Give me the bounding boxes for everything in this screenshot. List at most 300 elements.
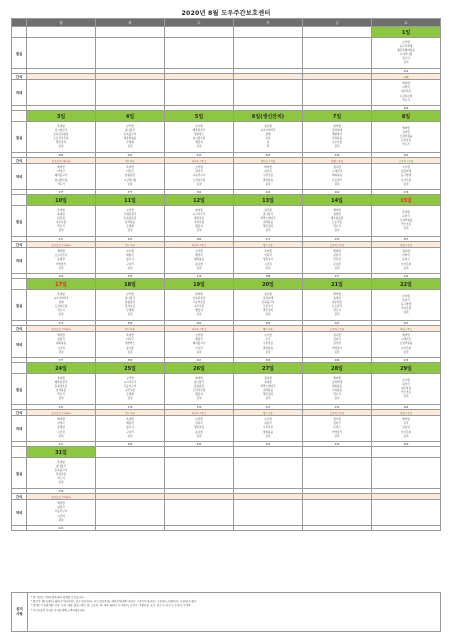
menu-item: 고등어구이 <box>54 510 68 514</box>
menu-item: 북어국 <box>402 214 410 218</box>
date-cell <box>234 27 303 38</box>
menu-item: 백미밥 <box>333 250 341 254</box>
kcal-cell <box>303 526 372 531</box>
menu-item: 김치 <box>196 229 202 233</box>
menu-item: 흑미밥 <box>126 334 134 338</box>
menu-item: 깍두기 <box>402 98 410 102</box>
menu-item: 가지나물 <box>400 307 412 311</box>
notice-label-line: 공지 <box>16 607 23 611</box>
menu-item: 수수밥 <box>402 378 410 382</box>
kcal-cell: 445 <box>96 442 165 447</box>
lunch-label: 점심 <box>12 206 27 237</box>
kcal-cell: 443 <box>165 442 234 447</box>
menu-item: 북어국 <box>402 382 410 386</box>
menu-item: 백미밥 <box>402 418 410 422</box>
menu-item: 깻잎지 <box>195 141 203 145</box>
menu-item: 무나물 <box>333 262 341 266</box>
kcal-cell: 427 <box>234 405 303 410</box>
menu-item: 배추국 <box>195 254 203 258</box>
menu-item: 어묵볶음 <box>331 389 343 392</box>
menu-item: 제육볶음 <box>331 384 343 388</box>
weekday-header: 금 <box>303 19 372 27</box>
menu-item: 김치 <box>196 350 202 354</box>
dinner-menu-cell <box>372 332 441 358</box>
menu-item: 오이무침 <box>400 262 412 266</box>
kcal-cell: 443 <box>372 274 441 279</box>
menu-item: 연근조림 <box>400 223 412 227</box>
menu-item: 고등어조림 <box>192 300 206 304</box>
menu-item: 흑미밥 <box>57 124 65 128</box>
menu-item: 무국 <box>265 338 271 342</box>
menu-item: 김치 <box>127 397 133 401</box>
lunch-menu-cell <box>303 290 372 321</box>
lunch-menu-cell <box>303 122 372 153</box>
menu-item: 김치찌개 <box>331 380 343 384</box>
menu-item: 수수밥 <box>264 418 272 422</box>
menu-item: 보리밥 <box>126 124 134 128</box>
menu-item: 닭강정 <box>57 216 65 220</box>
menu-item: 깻잎지 <box>195 393 203 397</box>
dinner-label: 저녁 <box>12 416 27 442</box>
kcal-cell: 379 <box>96 274 165 279</box>
menu-item: 보리밥 <box>126 376 134 380</box>
menu-item: 김치 <box>334 350 340 354</box>
menu-item: 어묵국 <box>126 338 134 342</box>
dinner-menu-cell <box>234 332 303 358</box>
menu-item: 쇠고기무국 <box>123 380 137 384</box>
menu-item: 잡곡밥 <box>264 124 272 128</box>
date-cell <box>96 27 165 38</box>
menu-item: 돼지불고기 <box>54 174 68 178</box>
menu-item: 보리밥 <box>195 166 203 170</box>
kcal-cell: 406 <box>303 358 372 363</box>
dinner-menu-cell <box>303 248 372 274</box>
menu-item: 된장국 <box>333 254 341 258</box>
kcal-cell <box>234 526 303 531</box>
date-cell: 26일 <box>165 363 234 374</box>
menu-item: 된장국 <box>57 338 65 342</box>
menu-item: 브로콜리 <box>331 178 343 182</box>
menu-item: 두부조림 <box>262 174 274 178</box>
menu-item: 김치 <box>58 313 64 317</box>
dinner-row <box>12 80 441 106</box>
kcal-cell: 402 <box>96 153 165 158</box>
kcal-cell: 443 <box>234 190 303 195</box>
kcal-cell: 430 <box>234 358 303 363</box>
menu-item: 김치 <box>403 311 409 315</box>
dinner-row <box>12 332 441 358</box>
date-cell: 5일 <box>165 111 234 122</box>
dinner-menu-cell <box>165 80 234 106</box>
menu-item: 김치 <box>403 395 409 399</box>
menu-item: 보리밥 <box>126 208 134 212</box>
menu-item: 잡곡밥 <box>264 376 272 380</box>
lunch-menu-cell <box>165 38 234 69</box>
weekday-header: 월 <box>27 19 96 27</box>
menu-item: 잡채 <box>265 132 271 136</box>
date-cell <box>303 447 372 458</box>
row-label-blank <box>12 447 27 458</box>
notice-line: * 위 식단은 시장사정에 따라 변경될 수 있습니다. <box>31 596 85 599</box>
menu-item: 함박스테이크 <box>260 384 276 388</box>
snack-cell: 떡 / 우유 <box>96 242 165 248</box>
menu-item: 고사리 <box>195 346 203 350</box>
menu-item: 김치 <box>334 182 340 186</box>
menu-item: 생선까스 <box>124 342 136 346</box>
dinner-label: 저녁 <box>12 80 27 106</box>
snack-cell: 옥수수 / 주스 <box>165 158 234 164</box>
kcal-cell: 647 <box>234 153 303 158</box>
menu-item: 김치 <box>265 229 271 233</box>
menu-item: 잡곡밥 <box>264 208 272 212</box>
dinner-label: 저녁 <box>12 164 27 190</box>
menu-item: 생선까스 <box>193 132 205 136</box>
menu-item: 깍두기 <box>57 225 65 229</box>
menu-item: 미역줄기 <box>55 262 67 266</box>
snack-cell: 고구마 / 두유 <box>303 410 372 416</box>
menu-item: 계란국 <box>195 338 203 342</box>
menu-item: 제육볶음 <box>55 342 67 346</box>
lunch-row <box>12 206 441 237</box>
menu-item: 잡곡밥 <box>402 250 410 254</box>
menu-item: 무생채 <box>126 225 134 229</box>
menu-item: 감자국 <box>333 338 341 342</box>
menu-item: 감자볶음 <box>124 221 136 224</box>
dinner-menu-cell <box>234 416 303 442</box>
lunch-menu-cell <box>27 206 96 237</box>
kcal-cell: 479 <box>96 405 165 410</box>
menu-item: 백미밥 <box>333 208 341 212</box>
kcal-cell: 460 <box>372 442 441 447</box>
menu-item: 김치 <box>265 397 271 401</box>
menu-item: 어묵국 <box>195 422 203 426</box>
menu-item: 새우튀김 <box>331 300 343 304</box>
menu-item: 김치 <box>196 434 202 438</box>
kcal-cell: 484 <box>165 237 234 242</box>
notice-box <box>11 592 441 632</box>
menu-item: 김치 <box>58 229 64 233</box>
menu-item: 제육볶음 <box>331 174 343 178</box>
snack-cell: 케이크 / 과일 <box>234 158 303 164</box>
lunch-label: 점심 <box>12 122 27 153</box>
menu-item: 김치 <box>58 145 64 149</box>
kcal-cell: 434 <box>303 405 372 410</box>
snack-cell: 과일 / 주스 <box>372 326 441 332</box>
snack-cell: 고구마 / 두유 <box>372 158 441 164</box>
dinner-kcal-row <box>12 526 441 531</box>
menu-item: 동그랑땡 <box>400 174 412 178</box>
menu-item: 콩나물국 <box>262 212 274 216</box>
menu-item: 미역줄기 <box>331 430 343 434</box>
menu-item: 김치 <box>403 266 409 270</box>
menu-item: 닭조림 <box>333 258 341 262</box>
snack-cell: 빵 / 우유 <box>234 326 303 332</box>
menu-item: 돈육불고기 <box>54 468 68 472</box>
menu-item: 미역국 <box>402 254 410 258</box>
menu-item: 생선구이 <box>262 258 274 262</box>
date-cell: 3일 <box>27 111 96 122</box>
page-title: 2020년 8월 도우주간보호센터 <box>181 10 271 17</box>
menu-item: 미역국 <box>57 170 65 174</box>
lunch-label: 점심 <box>12 374 27 405</box>
menu-item: 미역국 <box>402 86 410 90</box>
lunch-menu-cell <box>303 206 372 237</box>
menu-item: 김치 <box>127 434 133 438</box>
snack-cell: 빵 / 우유 <box>234 410 303 416</box>
lunch-menu-cell <box>234 374 303 405</box>
date-cell <box>372 447 441 458</box>
menu-item: 김치 <box>403 350 409 354</box>
menu-item: 두부구이 <box>262 305 274 308</box>
weekday-header: 수 <box>165 19 234 27</box>
kcal-cell: 453 <box>96 237 165 242</box>
menu-item: 고사리나물 <box>399 53 413 56</box>
snack-cell: 과일 / 우유 <box>372 410 441 416</box>
menu-item: 생선조림 <box>193 426 205 430</box>
menu-item: 열무김치 <box>55 141 67 145</box>
menu-item: 육개장 <box>57 212 65 216</box>
lunch-menu-cell <box>372 38 441 69</box>
menu-item: 도라지무침 <box>54 305 68 308</box>
menu-item: 숙주나물 <box>124 389 136 392</box>
snack-cell: 과일 / 우유 <box>372 242 441 248</box>
menu-item: 김치 <box>265 350 271 354</box>
menu-item: 미역국 <box>57 422 65 426</box>
menu-item: 백미밥 <box>57 250 65 254</box>
snack-cell: 요구르트 / 바나나 <box>27 326 96 332</box>
dinner-menu-cell <box>303 80 372 106</box>
menu-item: 시래기국 <box>331 170 343 174</box>
row-label-blank <box>12 363 27 374</box>
dinner-menu-cell <box>303 500 372 526</box>
menu-item: 감자탕 <box>402 130 410 134</box>
menu-item: 콩나물국 <box>193 380 205 384</box>
date-cell: 24일 <box>27 363 96 374</box>
menu-item: 콩나물 <box>195 430 203 434</box>
menu-item: 수수밥 <box>126 250 134 254</box>
kcal-cell: 462 <box>303 190 372 195</box>
kcal-cell: 467 <box>303 321 372 326</box>
date-cell <box>303 27 372 38</box>
menu-item: 흑미밥 <box>126 418 134 422</box>
snack-cell: 요구르트 / 바나나 <box>27 242 96 248</box>
kcal-cell <box>372 526 441 531</box>
menu-item: 북어국 <box>402 298 410 302</box>
kcal-cell: 476 <box>372 190 441 195</box>
menu-item: 근대된장국 <box>123 212 137 216</box>
lunch-menu-cell <box>372 374 441 405</box>
menu-item: 동태전 <box>57 426 65 430</box>
dinner-menu-cell <box>234 248 303 274</box>
notice-line: * 알레르기 유발식품: 난류, 우유, 메밀, 땅콩, 대두, 밀, 고등어, 게, 새우, 돼지고기, 복숭아, 토마토, 아황산류, 호두, 닭고기, 쇠고기, 오징어, 조개류 <box>31 604 191 608</box>
menu-item: 닭조림 <box>402 426 410 430</box>
menu-item: 김치 <box>196 145 202 149</box>
menu-item: 수수밥 <box>264 334 272 338</box>
weekday-header: 목 <box>234 19 303 27</box>
menu-item: 새우튀김 <box>400 90 412 94</box>
date-cell: 20일 <box>234 279 303 290</box>
dinner-row <box>12 500 441 526</box>
menu-item: 흑미밥 <box>126 166 134 170</box>
kcal-cell: 433 <box>303 237 372 242</box>
kcal-cell: 484 <box>27 153 96 158</box>
date-cell: 25일 <box>96 363 165 374</box>
snack-cell: 떡 / 우유 <box>96 410 165 416</box>
menu-item: 고등어구이 <box>123 384 137 388</box>
date-row <box>12 111 441 122</box>
menu-item: 김치 <box>265 182 271 186</box>
menu-item: 돈육불고기 <box>261 300 275 304</box>
menu-item: 흑미밥 <box>57 460 65 464</box>
menu-item: 쇠고기미역국 <box>260 128 276 132</box>
dinner-row <box>12 248 441 274</box>
dinner-menu-cell <box>96 416 165 442</box>
menu-item: 함박스테이크 <box>260 216 276 220</box>
menu-item: 잡곡밥 <box>333 418 341 422</box>
menu-item: 김치찌개 <box>331 128 343 132</box>
lunch-menu-cell <box>234 38 303 69</box>
menu-item: 무생채 <box>126 141 134 145</box>
menu-item: 깻잎지 <box>195 309 203 313</box>
kcal-cell: 417 <box>27 237 96 242</box>
dinner-menu-cell <box>165 248 234 274</box>
kcal-cell: 417 <box>27 442 96 447</box>
menu-item: 잡곡밥 <box>333 334 341 338</box>
menu-item: 김치 <box>196 397 202 401</box>
date-cell: 12일 <box>165 195 234 206</box>
kcal-cell: 335 <box>165 405 234 410</box>
menu-item: 무국 <box>403 422 409 426</box>
menu-item: 김치 <box>58 397 64 401</box>
menu-item: 깍두기 <box>57 393 65 397</box>
dinner-menu-cell <box>27 248 96 274</box>
lunch-menu-cell <box>372 206 441 237</box>
kcal-cell: 467 <box>372 321 441 326</box>
menu-item: 백미밥 <box>333 376 341 380</box>
notice-line: * 원산지: 쌀(국내산), 돼지고기(국내산), 닭고기(국내산), 쇠고기(호주산), 배추김치(배추:국내산, 고춧가루:중국산), 고등어(노르웨이산), 오징어(국내산) <box>31 600 197 604</box>
dinner-menu-cell <box>372 80 441 106</box>
kcal-cell: 428 <box>303 153 372 158</box>
dinner-menu-cell <box>234 80 303 106</box>
menu-item: 백미밥 <box>402 126 410 130</box>
menu-item: 불고기 <box>126 426 134 430</box>
menu-item: 김치 <box>127 350 133 354</box>
dinner-menu-cell <box>27 416 96 442</box>
notice-text <box>31 596 436 613</box>
dinner-label: 저녁 <box>12 248 27 274</box>
menu-item: 돈육불고기 <box>123 132 137 136</box>
menu-item: 김치 <box>403 182 409 186</box>
dinner-menu-cell <box>165 332 234 358</box>
menu-item: 깍두기 <box>402 143 410 147</box>
date-cell: 13일 <box>234 195 303 206</box>
corner-cell <box>12 19 27 27</box>
date-cell <box>165 27 234 38</box>
dinner-menu-cell <box>303 332 372 358</box>
snack-label: 간식 <box>12 410 27 416</box>
menu-item: 콩나물국 <box>124 128 136 132</box>
menu-item: 수육 <box>265 137 271 140</box>
menu-item: 김치 <box>403 227 409 231</box>
menu-item: 감자국 <box>195 170 203 174</box>
menu-item: 숙주나물 <box>55 221 67 224</box>
dinner-menu-cell <box>372 248 441 274</box>
menu-item: 멸치볶음 <box>262 346 274 350</box>
menu-item: 고등어구이 <box>192 174 206 178</box>
dinner-menu-cell <box>372 416 441 442</box>
menu-item: 오이무침 <box>400 430 412 434</box>
dinner-menu-cell <box>27 332 96 358</box>
kcal-cell: 533 <box>165 153 234 158</box>
menu-item: 제육볶음 <box>193 258 205 262</box>
menu-item: 김치 <box>127 182 133 186</box>
menu-item: 도라지무침 <box>192 389 206 392</box>
snack-label: 간식 <box>12 326 27 332</box>
dinner-menu-cell <box>27 164 96 190</box>
kcal-cell: 394 <box>165 190 234 195</box>
lunch-menu-cell <box>234 122 303 153</box>
menu-item: 쇠고기미역국 <box>53 296 69 300</box>
menu-item: 두부조림 <box>400 139 412 143</box>
dinner-menu-cell <box>165 500 234 526</box>
date-cell <box>234 447 303 458</box>
menu-item: 된장국 <box>264 422 272 426</box>
date-cell: 1일 <box>372 27 441 38</box>
kcal-cell: 417 <box>165 358 234 363</box>
date-row <box>12 195 441 206</box>
dinner-menu-cell <box>372 500 441 526</box>
snack-cell: 요구르트/ 바나나 <box>27 158 96 164</box>
lunch-label: 점심 <box>12 38 27 69</box>
menu-item: 계란말이 <box>331 132 343 136</box>
menu-item: 김치 <box>127 313 133 317</box>
menu-item: 닭강정 <box>333 342 341 346</box>
snack-cell: 요구르트 / 바나나 <box>27 410 96 416</box>
menu-item: 닭볶음탕 <box>193 384 205 388</box>
notice-line: * 어르신들의 건강한 식사를 위해 노력하겠습니다. <box>31 608 86 612</box>
kcal-cell: 462 <box>372 405 441 410</box>
menu-item: 무생채 <box>126 309 134 313</box>
snack-cell: 옥수수 / 주스 <box>165 410 234 416</box>
menu-item: 돈육장조림 <box>54 384 68 388</box>
menu-item: 김치 <box>196 266 202 270</box>
menu-item: 배추된장국 <box>192 128 206 132</box>
menu-item: 콩나물무침 <box>54 178 68 182</box>
menu-item: 백미밥 <box>333 292 341 296</box>
dinner-label: 저녁 <box>12 332 27 358</box>
menu-item: 깍두기 <box>333 393 341 397</box>
menu-item: 설렁탕 <box>333 212 341 216</box>
notice-label-line: 사항 <box>16 612 23 616</box>
dinner-label: 저녁 <box>12 500 27 526</box>
menu-item: 도토리묵무침 <box>53 137 69 140</box>
lunch-menu-cell <box>96 122 165 153</box>
menu-item: 시금치 <box>57 430 65 434</box>
menu-item: 흑미밥 <box>264 250 272 254</box>
dinner-menu-cell <box>234 164 303 190</box>
weekday-header: 화 <box>96 19 165 27</box>
kcal-cell: 388 <box>234 274 303 279</box>
lunch-label: 점심 <box>12 290 27 321</box>
menu-item: 감자국 <box>333 422 341 426</box>
lunch-menu-cell <box>303 458 372 489</box>
menu-item: 김치 <box>58 350 64 354</box>
menu-item: 깍두기 <box>333 225 341 229</box>
lunch-menu-cell <box>96 206 165 237</box>
menu-item: 계란국 <box>126 422 134 426</box>
menu-item: 콩나물 <box>126 346 134 350</box>
date-cell: 31일 <box>27 447 96 458</box>
